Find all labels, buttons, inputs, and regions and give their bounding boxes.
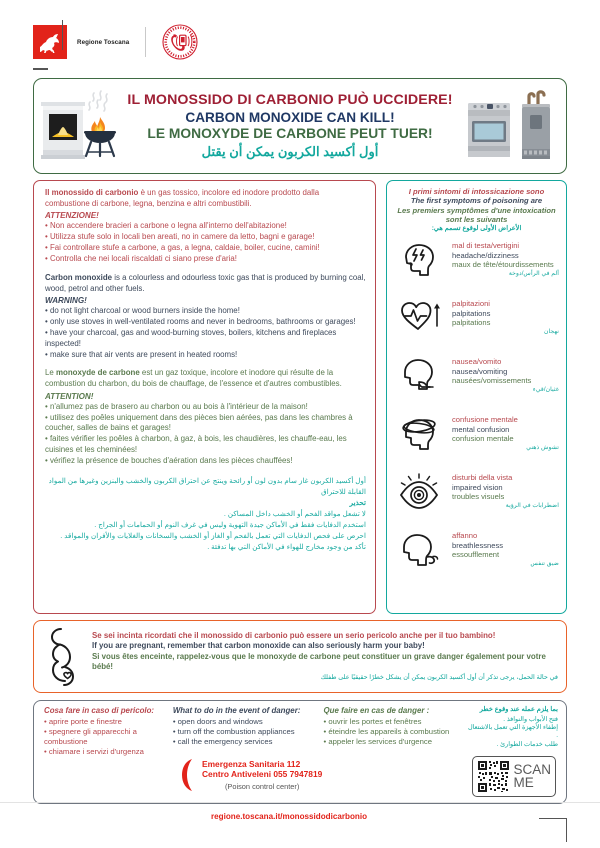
header-banner	[33, 78, 567, 174]
pregnancy-warning-box	[33, 620, 567, 693]
symptom-en: headache/dizziness	[452, 250, 519, 260]
banner-title-it: IL MONOSSIDO DI CARBONIO PUÒ UCCIDERE!	[127, 92, 453, 109]
decor-tick-top	[62, 20, 63, 50]
list-item: • appeler les services d'urgence	[323, 737, 432, 747]
actions-column-it	[44, 706, 165, 757]
list-item: استخدم الدفايات فقط في الأماكن جيدة التهوية وليس في غرف النوم أو الحمامات أو الجراج .	[94, 520, 366, 530]
list-item: • ouvrir les portes et fenêtres	[323, 717, 422, 727]
info-lead-fr	[45, 368, 366, 390]
decor-rule-top	[33, 68, 48, 70]
actions-heading: Que faire en cas de danger :	[323, 706, 430, 715]
list-item: • turn off the combustion appliances	[172, 727, 295, 737]
symptoms-header-ar: الأعراض الأولى لوقوع تسمم هي:	[431, 224, 522, 232]
info-lead-it-rest: è un gas tossico, incolore ed inodore prodotto dalla combustione di carbone, legna, benzina e altri combustibili.	[45, 188, 320, 208]
symptom-fr: nausées/vomissements	[452, 376, 532, 386]
decor-rule-bottom	[539, 818, 567, 819]
symptom-ar: تشوش ذهني	[526, 443, 559, 451]
info-alert-fr: ATTENTION!	[45, 391, 94, 401]
symptom-en: mental confusion	[452, 424, 510, 434]
list-item: • éteindre les appareils à combustion	[323, 727, 450, 737]
info-block-italian	[45, 188, 366, 265]
head-headache-icon	[394, 237, 446, 281]
symptom-ar: ضيق تنفس	[530, 559, 559, 567]
info-lead-en	[45, 273, 366, 295]
symptom-row-palpitations	[394, 295, 559, 351]
symptoms-list	[394, 237, 559, 583]
info-panel	[33, 180, 376, 614]
symptom-text-palpitations	[452, 295, 559, 336]
info-lead-ar: أول أكسيد الكربون غاز سام بدون لون أو رائحة وينتج عن احتراق الكربون والخشب والبنزين وغيرها من المواد القابلة للاحتراق	[48, 475, 366, 496]
banner-titles	[120, 92, 460, 160]
list-item: • spegnere gli apparecchi a combustione	[44, 727, 137, 747]
list-item: • call the emergency services	[172, 737, 273, 747]
symptoms-header	[394, 187, 559, 233]
symptoms-header-en: The first symptoms of poisoning are	[410, 196, 543, 206]
actions-box	[33, 700, 567, 804]
info-block-english	[45, 273, 366, 361]
info-bullets-en	[45, 306, 366, 361]
symptoms-header-fr: Les premiers symptômes d'une intoxication sont les suivants	[397, 205, 556, 225]
symptom-fr: confusion mentale	[452, 434, 514, 444]
symptom-fr: troubles visuels	[452, 492, 505, 502]
actions-heading: بما يلزم عمله عند وقوع خطر	[479, 706, 558, 713]
info-lead-it	[45, 188, 366, 210]
list-item: • Controlla che nei locali riscaldati ci siano prese d'aria!	[45, 254, 237, 264]
scan-line1: SCAN	[513, 761, 551, 777]
info-alert-en: WARNING!	[45, 296, 87, 305]
actions-heading: What to do in the event of danger:	[172, 706, 301, 715]
head-breathlessness-icon	[394, 527, 446, 569]
fireplace-and-charcoal-grill-illustration	[34, 90, 120, 162]
banner-title-fr: LE MONOXYDE DE CARBONE PEUT TUER!	[147, 126, 433, 142]
symptom-en: breathlessness	[452, 540, 504, 550]
symptom-row-nausea	[394, 353, 559, 409]
footer-url[interactable]: regione.toscana.it/monossidodicarbonio	[211, 812, 368, 821]
qr-code-icon[interactable]	[477, 760, 510, 793]
symptom-text-nausea	[452, 353, 559, 394]
list-item: طلب خدمات الطوارئ .	[496, 740, 558, 748]
list-item: لا تشعل مواقد الفحم أو الخشب داخل المساكن .	[223, 509, 366, 519]
footer-divider	[0, 802, 600, 803]
list-item: فتح الأبواب والنوافذ .	[503, 715, 558, 723]
emergency-line1: Emergenza Sanitaria 112	[202, 758, 301, 769]
emergency-line2: Centro Antiveleni 055 7947819	[202, 769, 323, 780]
info-block-french	[45, 368, 366, 467]
list-item: • Utilizza stufe solo in locali ben areati, no in camere da letto, bagni e garage!	[45, 232, 315, 242]
symptom-fr: maux de tête/étourdissements	[452, 260, 554, 270]
tuscany-logo-label: Regione Toscana	[77, 38, 130, 46]
eye-impaired-vision-icon	[394, 469, 446, 509]
symptom-row-confusion	[394, 411, 559, 467]
symptom-it: palpitazioni	[452, 299, 490, 309]
list-item: • faites vérifier les poêles à charbon, à gaz, à bois, les chaudières, les chauffe-eau, les cuisines et les cheminées!	[45, 434, 347, 455]
banner-title-ar: أول أكسيد الكربون يمكن أن يقتل	[201, 143, 379, 159]
gas-stove-and-water-heater-illustration	[460, 89, 566, 163]
pregnant-woman-icon	[40, 626, 86, 688]
info-lead-en-bold: Carbon monoxide	[45, 272, 113, 282]
list-item: تأكد من وجود مخارج للهواء في الأماكن التي بها تدفئة .	[207, 542, 366, 552]
symptom-it: confusione mentale	[452, 415, 518, 425]
symptom-text-vision	[452, 469, 559, 510]
scan-me-badge[interactable]	[472, 756, 556, 797]
symptom-text-breathlessness	[452, 527, 559, 568]
symptom-text-confusion	[452, 411, 559, 452]
symptom-ar: اضطرابات في الرؤية	[505, 501, 559, 509]
list-item: • utilisez des poêles uniquement dans des pièces bien aérées, pas dans les chambres à coucher, salles de bains et garages!	[45, 412, 353, 433]
symptoms-header-it: I primi sintomi di intossicazione sono	[408, 187, 545, 196]
symptom-ar: نهجان	[544, 327, 559, 335]
info-lead-fr-rest: est un gaz toxique, incolore et inodore qui résulte de la combustion du charbon, du bois de chauffage, de l'essence et d'autres combustibles.	[45, 368, 342, 389]
pregnancy-text	[92, 631, 558, 683]
logo-divider	[145, 27, 146, 57]
symptom-row-headache	[394, 237, 559, 293]
info-lead-fr-pre: Le	[45, 368, 56, 378]
list-item: • aprire porte e finestre	[44, 717, 122, 727]
actions-columns	[44, 706, 558, 757]
info-alert-ar: تحذير	[349, 497, 366, 507]
list-item: • make sure that air vents are present in heated rooms!	[45, 349, 238, 359]
info-lead-it-bold: Il monossido di carbonio	[45, 188, 139, 197]
symptom-en: impaired vision	[452, 482, 503, 492]
info-bullets-fr	[45, 402, 366, 468]
list-item: • do not light charcoal or wood burners inside the home!	[45, 306, 240, 315]
info-alert-it: ATTENZIONE!	[45, 211, 99, 221]
actions-column-en	[173, 706, 316, 757]
decor-tick-bottom	[566, 818, 567, 842]
list-item: • chiamare i servizi d'urgenza	[44, 747, 144, 757]
symptom-ar: غثيان/قيء	[532, 385, 559, 393]
info-lead-en-rest: is a colourless and odourless toxic gas that is produced by burning coal, wood, petrol and other fuels.	[45, 272, 366, 293]
symptom-it: mal di testa/vertigini	[452, 241, 520, 251]
scan-line2: ME	[513, 774, 534, 790]
list-item: احرص على فحص الدفايات التي تعمل بالفحم أو الغاز أو الخشب والسخانات والغلايات والأفران والمواقد .	[60, 531, 366, 541]
list-item: • have your charcoal, gas and wood-burning stoves, boilers, kitchens and fireplaces inspected!	[45, 328, 337, 348]
list-item: • vérifiez la présence de bouches d'aération dans les pièces chauffées!	[45, 456, 293, 466]
symptom-it: nausea/vomito	[452, 357, 502, 367]
scan-me-text	[513, 761, 551, 790]
symptom-fr: essoufflement	[452, 550, 500, 560]
symptom-it: affanno	[452, 531, 478, 541]
pregnancy-en: If you are pregnant, remember that carbon monoxide can also seriously harm your baby!	[92, 641, 425, 651]
phone-handset-icon	[180, 758, 196, 792]
actions-heading: Cosa fare in caso di pericolo:	[44, 706, 155, 715]
symptom-en: palpitations	[452, 308, 491, 318]
list-item: • Fai controllare stufe a carbone, a gas, a legna, caldaie, boiler, cucine, camini!	[45, 243, 320, 253]
actions-column-ar	[467, 706, 558, 757]
heart-palpitations-icon	[394, 295, 446, 333]
symptoms-panel	[386, 180, 567, 614]
info-lead-fr-bold: monoxyde de carbone	[55, 368, 140, 378]
actions-column-fr	[324, 706, 459, 757]
logo-bar	[33, 24, 198, 60]
symptom-row-breathlessness	[394, 527, 559, 583]
info-bullets-it	[45, 221, 366, 265]
banner-title-en: CARBON MONOXIDE CAN KILL!	[185, 109, 395, 125]
symptom-en: nausea/vomiting	[452, 366, 508, 376]
head-nausea-vomiting-icon	[394, 353, 446, 393]
symptom-it: disturbi della vista	[452, 473, 513, 483]
emergency-numbers	[180, 758, 322, 792]
symptom-row-vision	[394, 469, 559, 525]
symptom-fr: palpitations	[452, 318, 491, 328]
emergency-note: (Poison control center)	[224, 781, 300, 791]
pregnancy-it: Se sei incinta ricordati che il monossido di carbonio può essere un serio pericolo anche per il tuo bambino!	[92, 630, 496, 640]
list-item: • Non accendere bracieri a carbone o legna all'interno dell'abitazione!	[45, 221, 287, 231]
symptom-ar: ألم في الرأس/دوخة	[508, 269, 559, 277]
poison-control-seal-icon	[162, 24, 198, 60]
list-item: • only use stoves in well-ventilated rooms and never in bedrooms, bathrooms or garages!	[45, 317, 356, 327]
list-item: إطفاء الأجهزة التي تعمل بالاشتعال .	[467, 723, 558, 740]
list-item: • n'allumez pas de brasero au charbon ou au bois à l'intérieur de la maison!	[45, 401, 308, 411]
list-item: • open doors and windows	[172, 717, 263, 727]
info-block-arabic	[45, 475, 366, 553]
pregnancy-ar: في حالة الحمل، يرجى تذكر أن أول أكسيد الكربون يمكن أن يشكل خطرًا حقيقيًا على طفلك	[320, 673, 558, 681]
emergency-text	[202, 759, 322, 791]
symptom-text-headache	[452, 237, 559, 278]
pregnancy-fr: Si vous êtes enceinte, rappelez-vous que le monoxyde de carbone peut constituer un grave danger également pour votre bébé!	[92, 651, 546, 672]
head-mental-confusion-icon	[394, 411, 446, 453]
